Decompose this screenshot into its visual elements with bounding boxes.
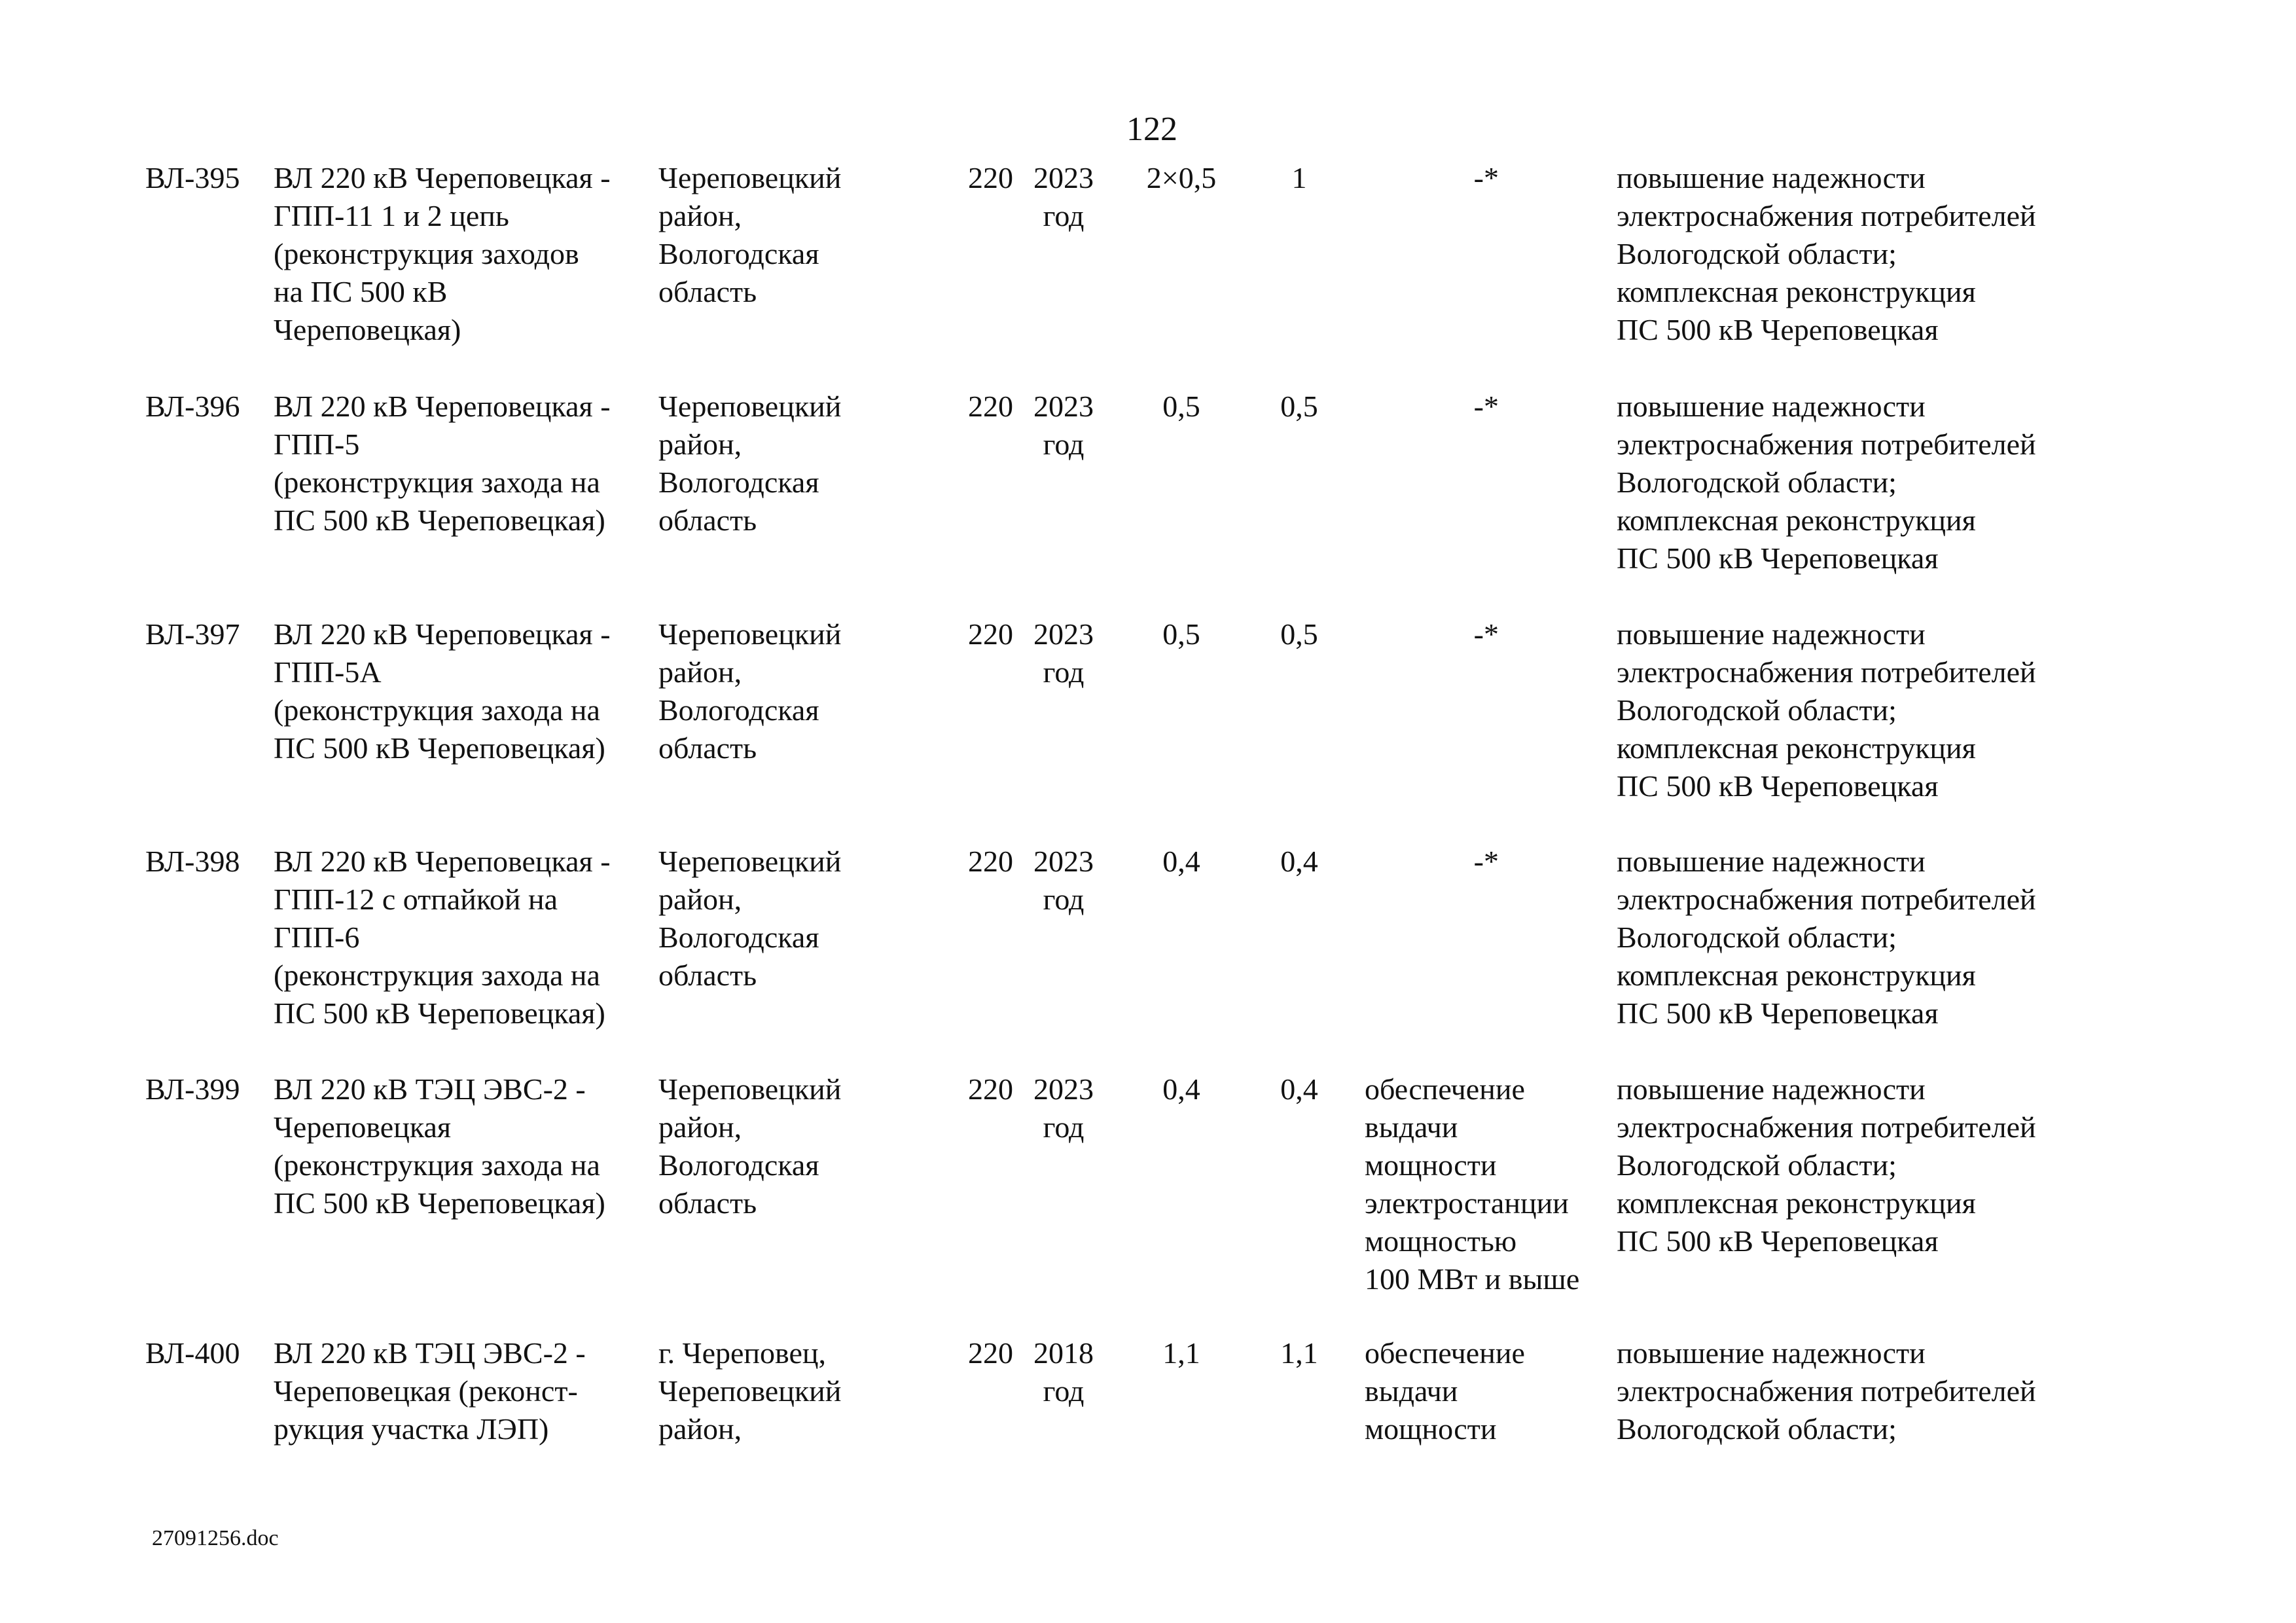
goal: повышение надежности электроснабжения потребителей Вологодской области; комплексная реконструкция ПС 500 кВ Череповецкая [1617,390,2036,575]
line-code: ВЛ-395 [145,161,240,194]
length-1: 0,5 [1162,390,1200,423]
location: г. Череповец, Череповецкий район, [658,1336,842,1446]
goal: повышение надежности электроснабжения потребителей Вологодской области; комплексная реконструкция ПС 500 кВ Череповецкая [1617,161,2036,346]
length-2: 0,5 [1280,617,1318,651]
voltage: 220 [968,1072,1013,1106]
location: Череповецкий район, Вологодская область [658,845,842,992]
task: -* [1473,390,1499,423]
voltage: 220 [968,390,1013,423]
task: обеспечение выдачи мощности [1365,1336,1525,1446]
goal: повышение надежности электроснабжения потребителей Вологодской области; [1617,1336,2036,1446]
document-filename: 27091256.doc [152,1526,279,1550]
line-code: ВЛ-396 [145,390,240,423]
goal: повышение надежности электроснабжения потребителей Вологодской области; комплексная реконструкция ПС 500 кВ Череповецкая [1617,845,2036,1030]
year: 2023 год [1033,617,1094,689]
length-1: 0,4 [1162,845,1200,878]
line-code: ВЛ-397 [145,617,240,651]
line-name: ВЛ 220 кВ ТЭЦ ЭВС-2 - Череповецкая (реконструкция захода на ПС 500 кВ Череповецкая) [274,1072,605,1220]
length-2: 0,4 [1280,1072,1318,1106]
voltage: 220 [968,1336,1013,1370]
year: 2018 год [1033,1336,1094,1408]
line-name: ВЛ 220 кВ Череповецкая - ГПП-11 1 и 2 цепь (реконструкция заходов на ПС 500 кВ Череповецкая) [274,161,611,346]
line-name: ВЛ 220 кВ Череповецкая - ГПП-12 с отпайкой на ГПП-6 (реконструкция захода на ПС 500 кВ Череповецкая) [274,845,611,1030]
year: 2023 год [1033,161,1094,232]
line-name: ВЛ 220 кВ Череповецкая - ГПП-5 (реконструкция захода на ПС 500 кВ Череповецкая) [274,390,611,537]
length-1: 0,5 [1162,617,1200,651]
length-2: 1,1 [1280,1336,1318,1370]
line-code: ВЛ-398 [145,845,240,878]
voltage: 220 [968,161,1013,194]
location: Череповецкий район, Вологодская область [658,161,842,308]
task: -* [1473,161,1499,194]
voltage: 220 [968,845,1013,878]
length-1: 1,1 [1162,1336,1200,1370]
task: -* [1473,617,1499,651]
length-1: 2×0,5 [1146,161,1217,194]
location: Череповецкий район, Вологодская область [658,390,842,537]
location: Череповецкий район, Вологодская область [658,617,842,765]
location: Череповецкий район, Вологодская область [658,1072,842,1220]
year: 2023 год [1033,1072,1094,1144]
year: 2023 год [1033,390,1094,461]
length-2: 1 [1291,161,1307,194]
page-number: 122 [1126,111,1177,148]
year: 2023 год [1033,845,1094,916]
line-code: ВЛ-399 [145,1072,240,1106]
goal: повышение надежности электроснабжения потребителей Вологодской области; комплексная реконструкция ПС 500 кВ Череповецкая [1617,617,2036,803]
voltage: 220 [968,617,1013,651]
length-1: 0,4 [1162,1072,1200,1106]
line-name: ВЛ 220 кВ Череповецкая - ГПП-5А (реконструкция захода на ПС 500 кВ Череповецкая) [274,617,611,765]
length-2: 0,5 [1280,390,1318,423]
task: обеспечение выдачи мощности электростанции мощностью 100 МВт и выше [1365,1072,1580,1296]
goal: повышение надежности электроснабжения потребителей Вологодской области; комплексная реконструкция ПС 500 кВ Череповецкая [1617,1072,2036,1258]
line-name: ВЛ 220 кВ ТЭЦ ЭВС-2 - Череповецкая (реконст- рукция участка ЛЭП) [274,1336,586,1446]
line-code: ВЛ-400 [145,1336,240,1370]
length-2: 0,4 [1280,845,1318,878]
task: -* [1473,845,1499,878]
